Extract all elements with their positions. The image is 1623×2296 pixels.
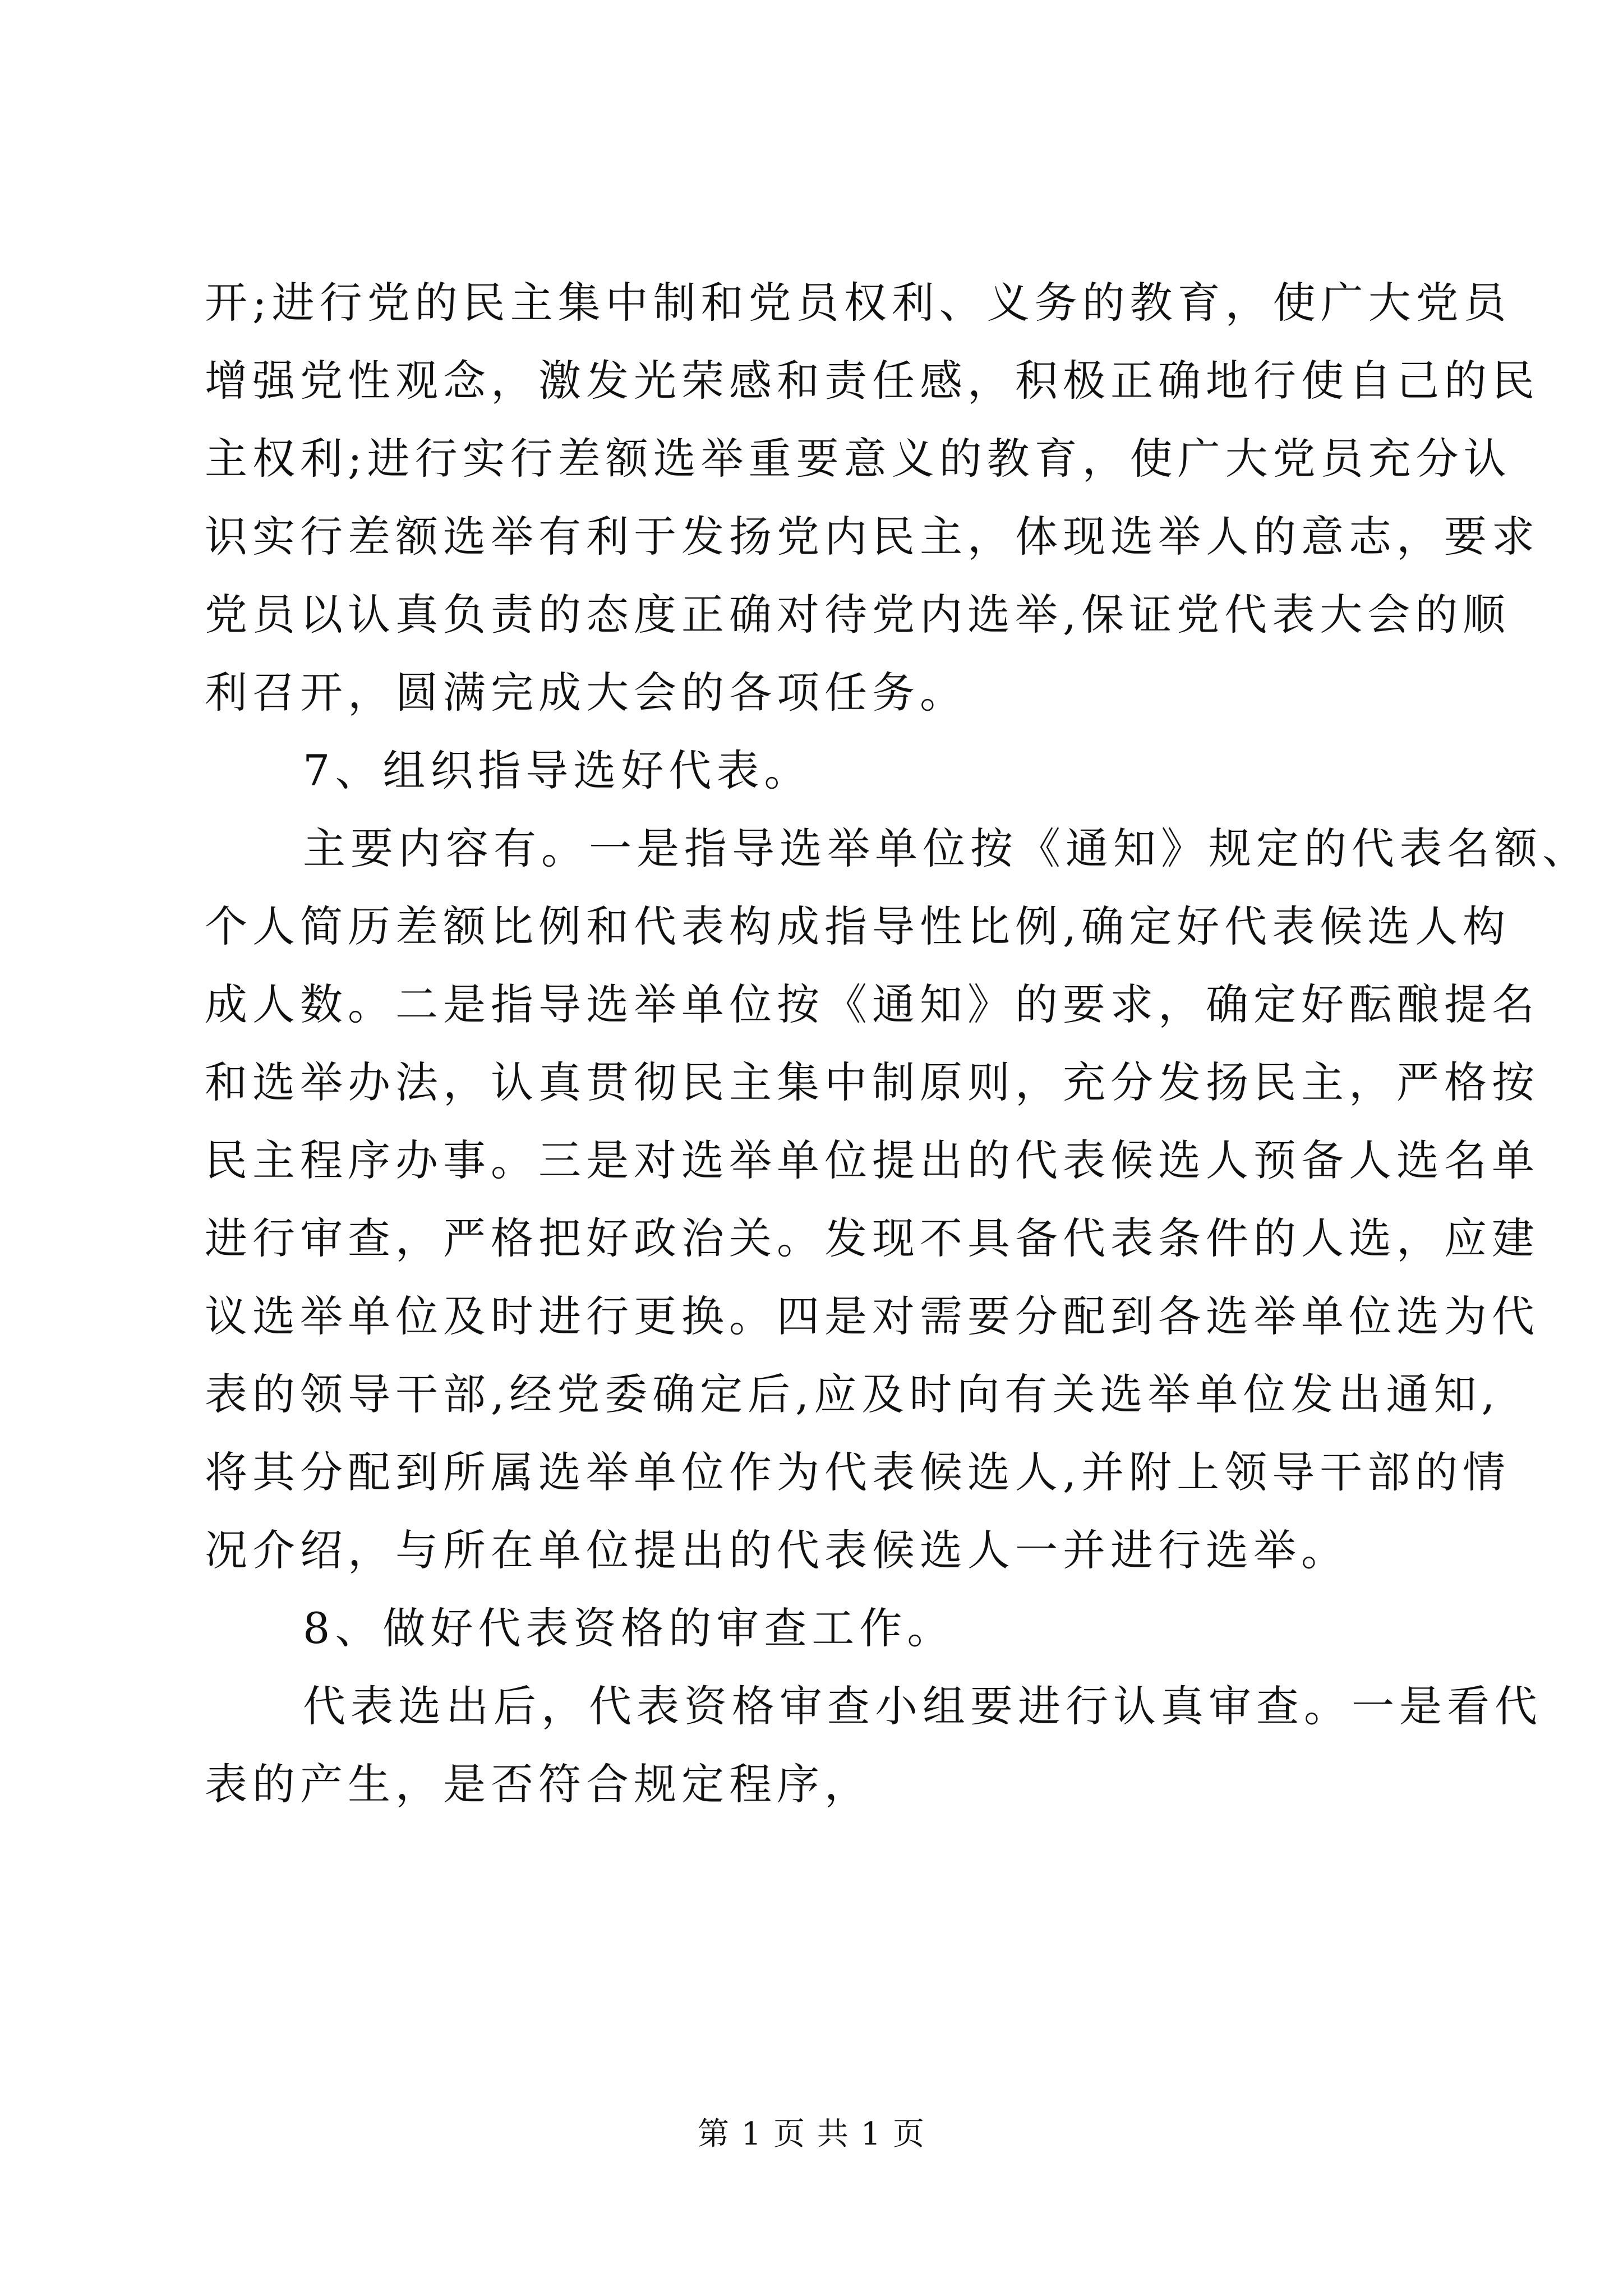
text-line: 进行审查，严格把好政治关。发现不具备代表条件的人选，应建 xyxy=(205,1213,1539,1263)
document-body xyxy=(205,264,1590,1823)
text-line: 主要内容有。一是指导选举单位按《通知》规定的代表名额、 xyxy=(303,823,1590,873)
text-line: 表的产生，是否符合规定程序， xyxy=(205,1759,872,1809)
text-line: 表的领导干部,经党委确定后,应及时向有关选举单位发出通知, xyxy=(205,1369,1500,1419)
text-line: 代表选出后，代表资格审查小组要进行认真审查。一是看代 xyxy=(303,1681,1542,1731)
text-line: 个人简历差额比例和代表构成指导性比例,确定好代表候选人构 xyxy=(205,901,1511,951)
text-line: 将其分配到所属选举单位作为代表候选人,并附上领导干部的情 xyxy=(205,1447,1511,1497)
text-line: 议选举单位及时进行更换。四是对需要分配到各选举单位选为代 xyxy=(205,1291,1539,1341)
text-line: 民主程序办事。三是对选举单位提出的代表候选人预备人选名单 xyxy=(205,1135,1539,1185)
text-line: 和选举办法，认真贯彻民主集中制原则，充分发扬民主，严格按 xyxy=(205,1057,1539,1107)
text-line: 利召开，圆满完成大会的各项任务。 xyxy=(205,668,967,717)
text-line: 况介绍，与所在单位提出的代表候选人一并进行选举。 xyxy=(205,1525,1349,1575)
text-line: 识实行差额选举有利于发扬党内民主，体现选举人的意志，要求 xyxy=(205,512,1539,562)
section-heading-7: 7、组织指导选好代表。 xyxy=(303,746,812,795)
text-line: 开;进行党的民主集中制和党员权利、义务的教育，使广大党员 xyxy=(205,278,1511,328)
text-line: 党员以认真负责的态度正确对待党内选举,保证党代表大会的顺 xyxy=(205,590,1511,639)
text-line: 增强党性观念，激发光荣感和责任感，积极正确地行使自己的民 xyxy=(205,356,1539,406)
section-heading-8: 8、做好代表资格的审查工作。 xyxy=(303,1603,955,1653)
page-footer: 第 1 页 共 1 页 xyxy=(697,2116,926,2152)
text-line: 主权利;进行实行差额选举重要意义的教育，使广大党员充分认 xyxy=(205,434,1511,484)
text-line: 成人数。二是指导选举单位按《通知》的要求，确定好酝酿提名 xyxy=(205,979,1539,1029)
